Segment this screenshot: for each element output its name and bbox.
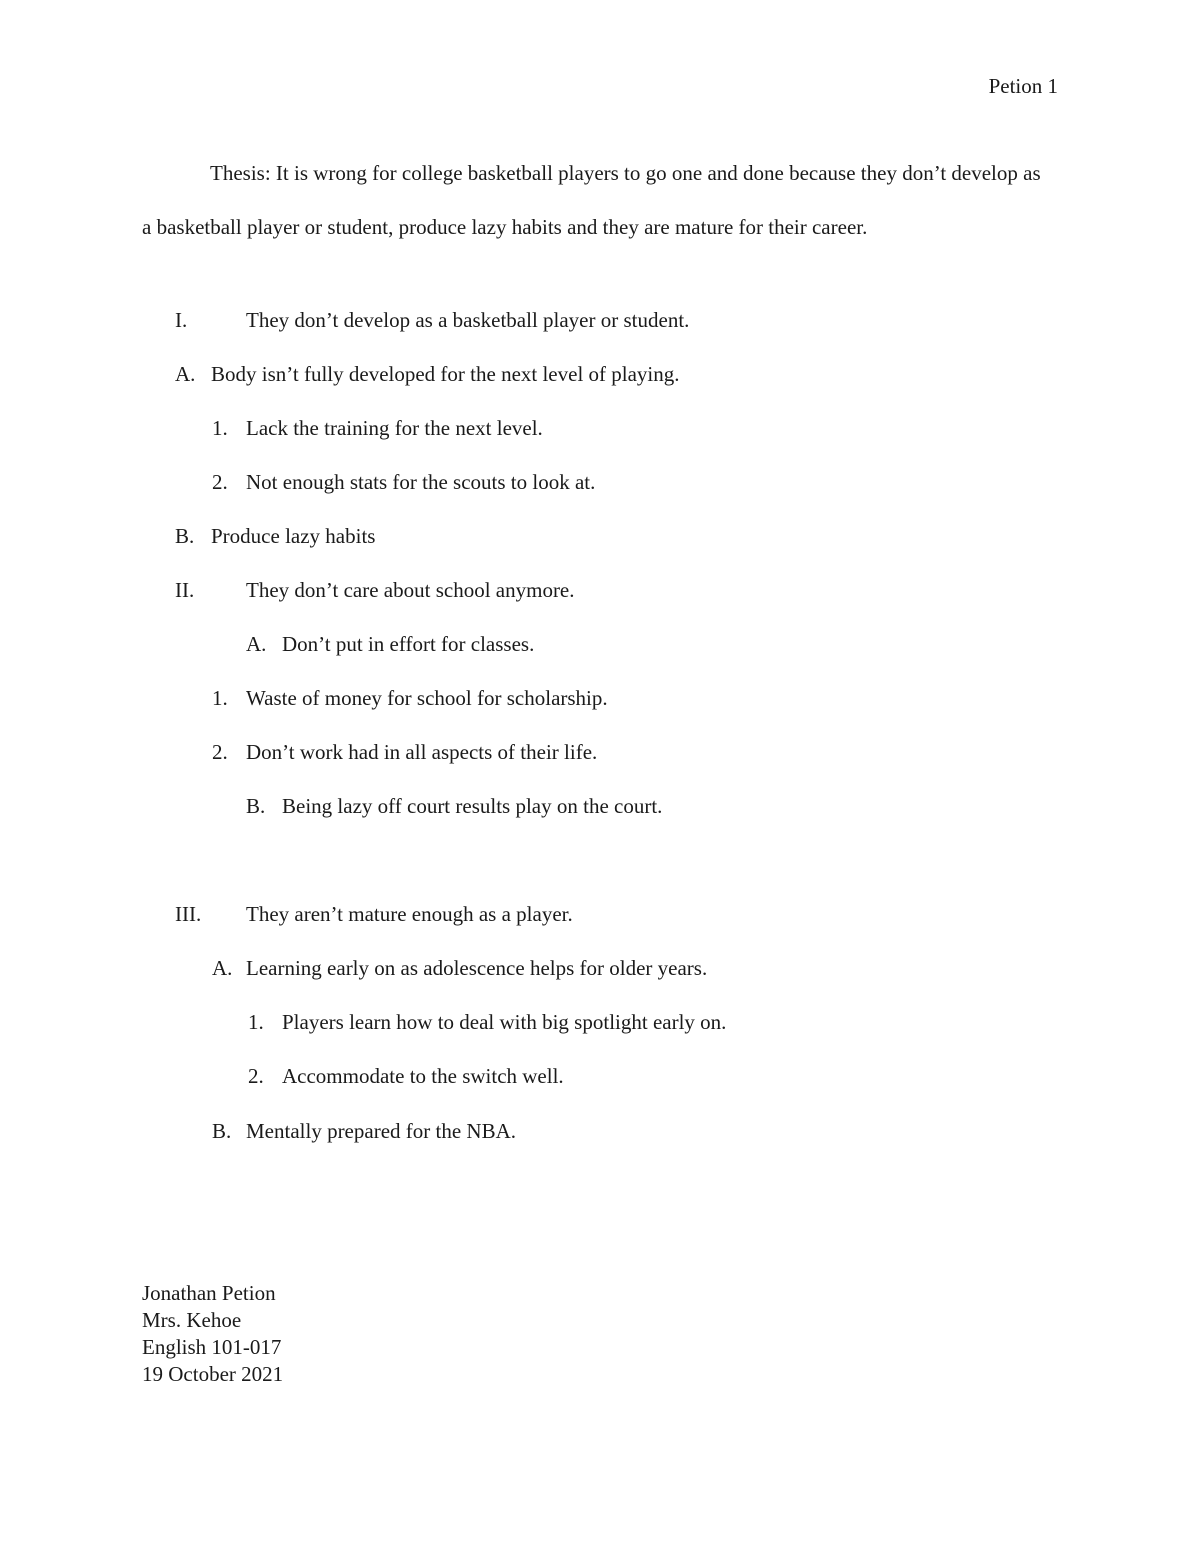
outline-text: Produce lazy habits bbox=[211, 524, 376, 548]
outline-text: They don’t care about school anymore. bbox=[246, 578, 575, 602]
outline-text: Body isn’t fully developed for the next level of playing. bbox=[211, 362, 680, 386]
outline-marker: I. bbox=[175, 308, 188, 332]
outline-marker: II. bbox=[175, 578, 195, 602]
outline-text: They don’t develop as a basketball player or student. bbox=[246, 308, 690, 332]
outline-marker: B. bbox=[246, 794, 266, 818]
outline-text: Players learn how to deal with big spotlight early on. bbox=[282, 1010, 727, 1034]
outline-text: Don’t work had in all aspects of their life. bbox=[246, 740, 598, 764]
outline-marker: III. bbox=[175, 902, 202, 926]
outline-marker: A. bbox=[175, 362, 196, 386]
outline-marker: 1. bbox=[248, 1010, 264, 1034]
thesis-paragraph: Thesis: It is wrong for college basketball players to go one and done because they don’t develop as a basketball player or student, produce lazy habits and they are mature for their career. bbox=[142, 161, 1041, 239]
outline-marker: 2. bbox=[212, 470, 228, 494]
running-head: Petion 1 bbox=[988, 74, 1058, 98]
outline-marker: 1. bbox=[212, 686, 228, 710]
outline-text: Mentally prepared for the NBA. bbox=[246, 1119, 516, 1143]
outline-text: Being lazy off court results play on the court. bbox=[282, 794, 663, 818]
outline-marker: B. bbox=[212, 1119, 232, 1143]
author-block bbox=[142, 1280, 283, 1388]
outline-text: Waste of money for school for scholarship. bbox=[246, 686, 608, 710]
course-name: English 101-017 bbox=[142, 1335, 282, 1359]
outline-marker: A. bbox=[246, 632, 267, 656]
outline-text: Not enough stats for the scouts to look at. bbox=[246, 470, 596, 494]
outline-marker: 1. bbox=[212, 416, 228, 440]
outline-text: Lack the training for the next level. bbox=[246, 416, 543, 440]
instructor-name: Mrs. Kehoe bbox=[142, 1308, 242, 1332]
outline-text: Learning early on as adolescence helps for older years. bbox=[246, 956, 708, 980]
outline-marker: 2. bbox=[248, 1064, 264, 1088]
outline-text: They aren’t mature enough as a player. bbox=[246, 902, 573, 926]
outline-marker: A. bbox=[212, 956, 233, 980]
date-text: 19 October 2021 bbox=[142, 1362, 284, 1386]
outline-marker: 2. bbox=[212, 740, 228, 764]
outline-text: Accommodate to the switch well. bbox=[282, 1064, 564, 1088]
outline-text: Don’t put in effort for classes. bbox=[282, 632, 535, 656]
outline-marker: B. bbox=[175, 524, 195, 548]
author-name: Jonathan Petion bbox=[142, 1281, 276, 1305]
